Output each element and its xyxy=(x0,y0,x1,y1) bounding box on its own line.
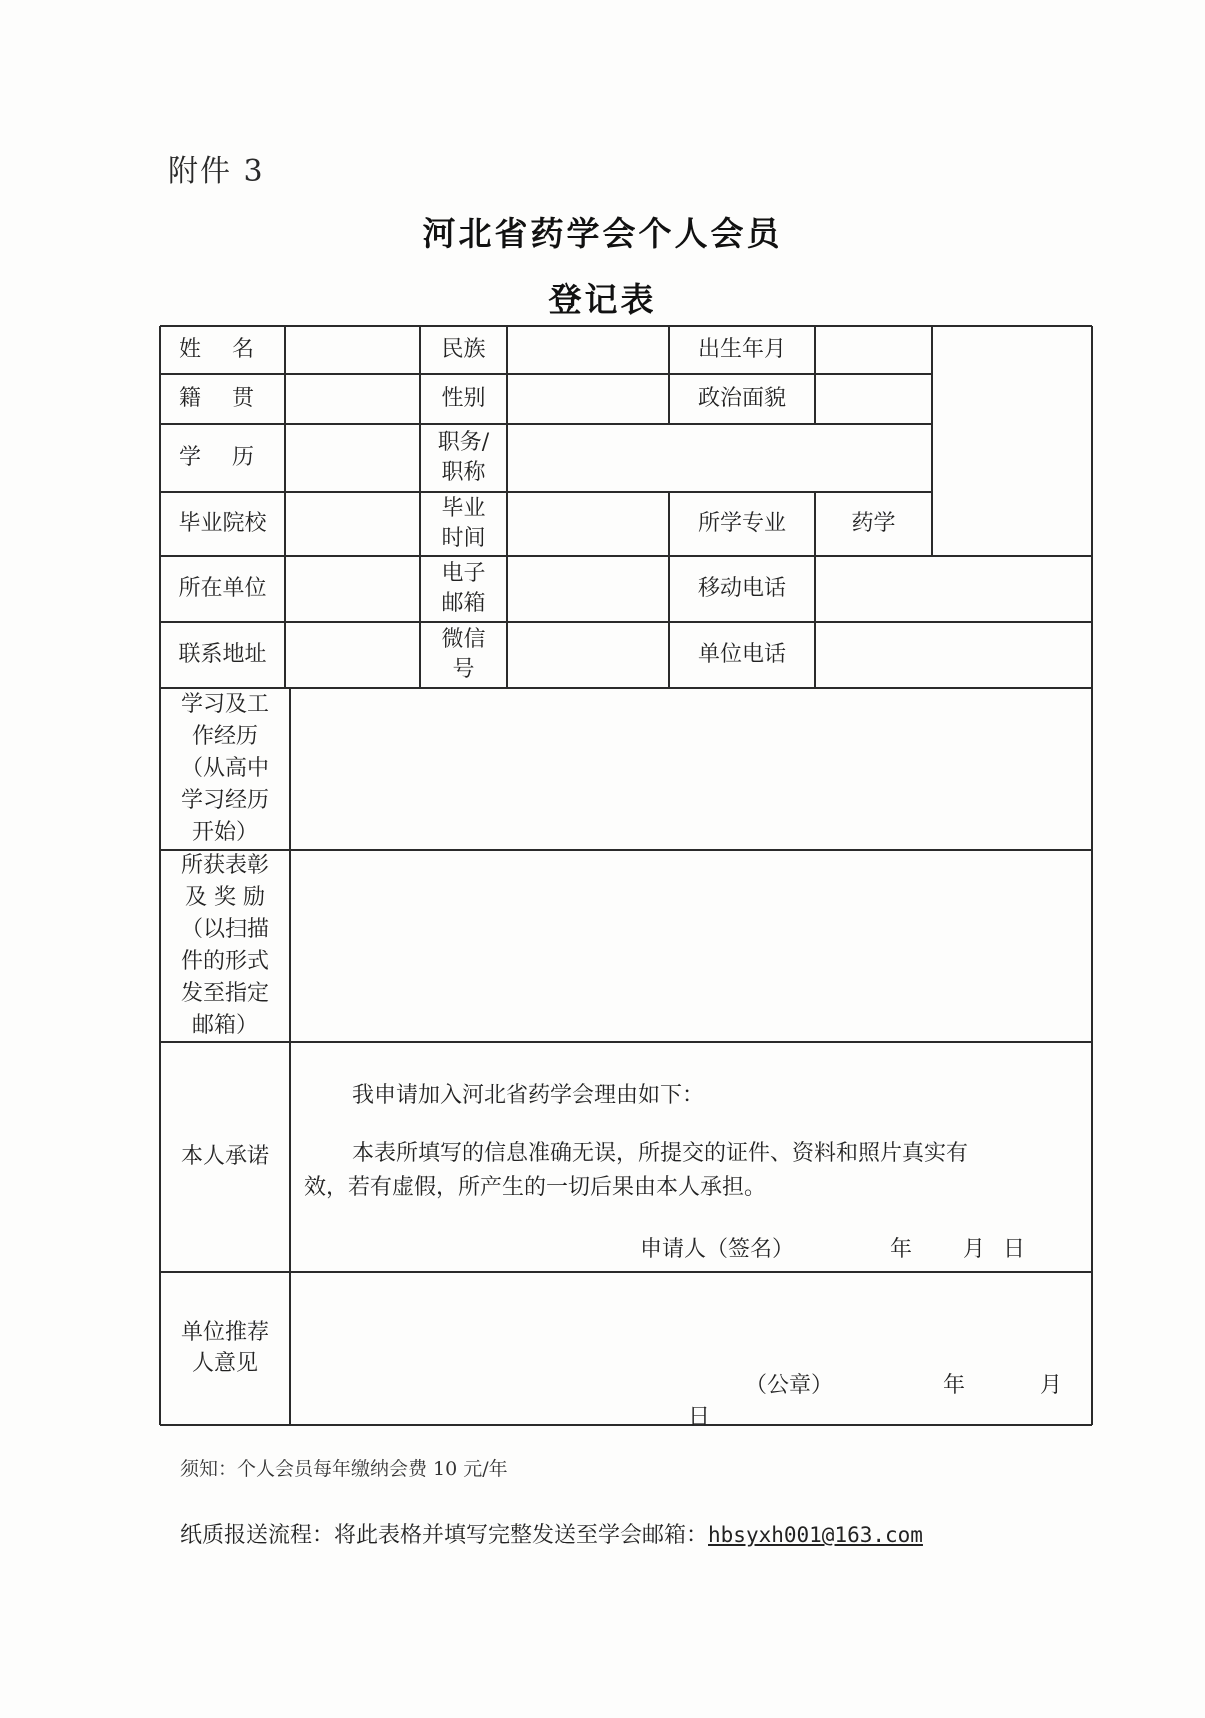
position-field[interactable] xyxy=(507,424,932,492)
gender-label: 性别 xyxy=(441,385,486,411)
promise-statement-line-1: 本表所填写的信息准确无误，所提交的证件、资料和照片真实有 xyxy=(352,1141,969,1166)
ethnicity-field[interactable] xyxy=(507,326,669,374)
seal-label: （公章） xyxy=(745,1373,834,1398)
unitphone-field[interactable] xyxy=(815,622,1092,688)
applicant-signature[interactable]: 申请人（签名） xyxy=(640,1237,795,1262)
wechat-field[interactable] xyxy=(507,622,669,688)
address-label: 联系地址 xyxy=(178,641,267,667)
experience-label: 学习及工 作经历 （从高中 学习经历 开始） xyxy=(180,692,269,845)
politics-label: 政治面貌 xyxy=(697,385,786,411)
address-field[interactable] xyxy=(285,622,420,688)
promise-month-label: 月 xyxy=(963,1237,986,1262)
recommend-year-label: 年 xyxy=(943,1373,966,1398)
attachment-label: 附件 3 xyxy=(168,154,265,189)
politics-field[interactable] xyxy=(815,374,932,424)
wechat-label: 微信 号 xyxy=(441,626,486,682)
recommend-label: 单位推荐 人意见 xyxy=(180,1320,269,1376)
name-field[interactable] xyxy=(285,326,420,374)
gender-field[interactable] xyxy=(507,374,669,424)
birth-label: 出生年月 xyxy=(697,336,786,362)
education-field[interactable] xyxy=(285,424,420,492)
form-title-line-1: 河北省药学会个人会员 xyxy=(422,214,783,253)
major-label: 所学专业 xyxy=(697,510,786,536)
promise-reason-line: 我申请加入河北省药学会理由如下： xyxy=(352,1083,705,1108)
process-text: 纸质报送流程：将此表格并填写完整发送至学会邮箱： xyxy=(180,1523,709,1548)
promise-year-label: 年 xyxy=(890,1237,913,1262)
photo-area[interactable] xyxy=(932,326,1092,556)
promise-day-label: 日 xyxy=(1003,1237,1026,1262)
form-title-line-2: 登记表 xyxy=(548,280,657,319)
unitphone-label: 单位电话 xyxy=(697,641,786,667)
awards-field[interactable] xyxy=(290,850,1092,1042)
experience-field[interactable] xyxy=(290,688,1092,850)
promise-label: 本人承诺 xyxy=(180,1143,269,1169)
recommend-day-label: 日 xyxy=(688,1405,711,1430)
position-label: 职务/ 职称 xyxy=(437,429,490,485)
school-label: 毕业院校 xyxy=(178,510,267,536)
mobile-label: 移动电话 xyxy=(697,575,786,601)
gradtime-label: 毕业 时间 xyxy=(441,495,486,551)
promise-statement-line-2: 效，若有虚假，所产生的一切后果由本人承担。 xyxy=(304,1175,767,1200)
awards-label: 所获表彰 及 奖 励 （以扫描 件的形式 发至指定 邮箱） xyxy=(180,853,269,1038)
gradtime-field[interactable] xyxy=(507,492,669,556)
fee-notice: 须知：个人会员每年缴纳会费 10 元/年 xyxy=(180,1458,508,1480)
native-field[interactable] xyxy=(285,374,420,424)
native-label: 籍 贯 xyxy=(179,385,266,411)
unit-field[interactable] xyxy=(285,556,420,622)
recommend-month-label: 月 xyxy=(1040,1373,1063,1398)
submission-process xyxy=(180,1518,923,1549)
mobile-field[interactable] xyxy=(815,556,1092,622)
email-label: 电子 邮箱 xyxy=(441,560,486,616)
email-field[interactable] xyxy=(507,556,669,622)
major-value[interactable]: 药学 xyxy=(851,510,896,536)
unit-label: 所在单位 xyxy=(178,575,267,601)
school-field[interactable] xyxy=(285,492,420,556)
name-label: 姓 名 xyxy=(179,336,266,362)
birth-field[interactable] xyxy=(815,326,932,374)
education-label: 学 历 xyxy=(179,444,266,470)
society-email-link[interactable]: hbsyxh001@163.com xyxy=(708,1523,923,1547)
ethnicity-label: 民族 xyxy=(441,336,486,362)
